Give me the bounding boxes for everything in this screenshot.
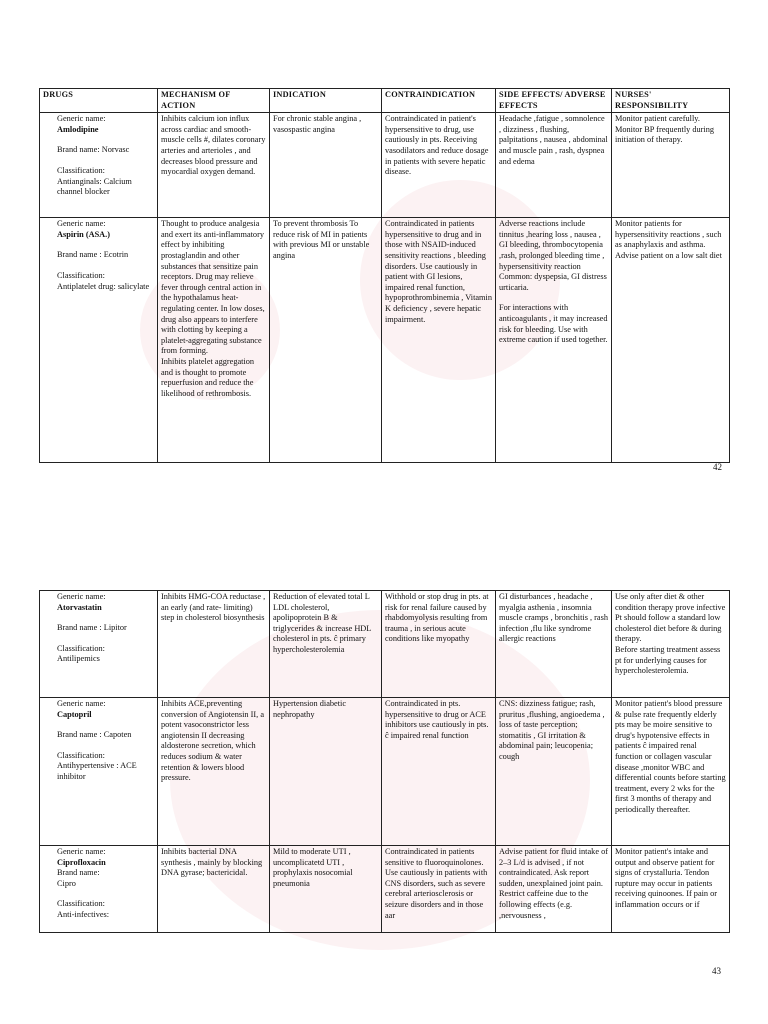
generic-name: Amlodipine — [57, 124, 99, 134]
side-effects-cell: GI disturbances , headache , myalgia asthenia , insomnia muscle cramps , bronchitis , rash infection ,flu like syndrome allergic reactions — [496, 591, 612, 698]
column-header-nurses-responsibility: NURSES' RESPONSIBILITY — [612, 89, 730, 113]
nurses-text: Use only after diet & other condition therapy prove infective Pt should follow a standard low cholesterol diet before & during therapy. — [615, 592, 726, 644]
column-header-indication: INDICATION — [270, 89, 382, 113]
mechanism-cell: Inhibits bacterial DNA synthesis , mainly by blocking DNA gyrase; bactericidal. — [158, 846, 270, 933]
table-row — [40, 698, 730, 846]
mechanism-cell: Inhibits ACE,preventing conversion of Angiotensin II, a potent vasoconstrictor less angiotensin II decreasing aldosterone secretion, which reduces sodium & water retention & lowers blood pressure. — [158, 698, 270, 846]
drug-cell — [40, 113, 158, 218]
generic-name: Aspirin (ASA.) — [57, 229, 111, 239]
classification: Antilipemics — [57, 654, 100, 664]
brand-name: Brand name : Capoten — [57, 730, 132, 740]
mechanism-cell — [158, 218, 270, 463]
side-effects-cell: Advise patient for fluid intake of 2–3 L/d is advised , if not contraindicated. Ask report sudden, unexplained joint pain. Restrict caffeine due to the following effects (e.g. ,nervousness , — [496, 846, 612, 933]
generic-name: Atorvastatin — [57, 602, 102, 612]
generic-name: Captopril — [57, 709, 92, 719]
classification-label: Classification: — [57, 750, 105, 760]
generic-name-label: Generic name: — [57, 847, 106, 856]
brand-name: Brand name: Norvasc — [57, 145, 130, 155]
generic-name-label: Generic name: — [57, 219, 106, 229]
mechanism-cell: Inhibits calcium ion influx across cardiac and smooth-muscle cells #, dilates coronary arteries and arterioles , and decreases blood pressure and myocardial oxygen demand. — [158, 113, 270, 218]
drug-cell — [40, 591, 158, 698]
table-row — [40, 591, 730, 698]
page-number: 43 — [712, 966, 721, 976]
classification: Antiplatelet drug: salicylate — [57, 281, 150, 291]
nurses-text: Before starting treatment assess pt for underlying causes for hypercholesterolemia. — [615, 644, 721, 676]
mechanism-cell: Inhibits HMG-COA reductase , an early (and rate- limiting) step in cholesterol biosynthesis — [158, 591, 270, 698]
side-effects-cell: Headache ,fatigue , somnolence , dizziness , flushing, palpitations , nausea , abdominal and muscle pain , rash, dyspnea and edema — [496, 113, 612, 218]
table-row — [40, 846, 730, 933]
indication-cell: To prevent thrombosis To reduce risk of MI in patients with previous MI or unstable angina — [270, 218, 382, 463]
classification-label: Classification: — [57, 270, 105, 280]
indication-cell: Reduction of elevated total L LDL cholesterol, apolipoprotein B & triglycerides & increase HDL cholesterol in pts. ĉ primary hypercholesterolemia — [270, 591, 382, 698]
mechanism-text: Thought to produce analgesia and exert its anti-inflammatory effect by inhibiting prostaglandin and other substances that sensitize pain receptors. Drug may relieve fever through central action in the hypothalamus heat-regulating center. In low doses, drug also appears to interfere with clotting by keeping a platelet-aggregating substance from forming. — [161, 219, 265, 356]
side-effects-cell: CNS: dizziness fatigue; rash, pruritus ,flushing, angioedema , loss of taste perception; stomatitis , GI irritation & abdominal pain; leucopenia; cough — [496, 698, 612, 846]
contraindication-cell: Withhold or stop drug in pts. at risk for renal failure caused by rhabdomyolysis resulting from trauma , in serious acute conditions like myopathy — [382, 591, 496, 698]
nurses-responsibility-cell: Monitor patient's intake and output and observe patient for signs of crystalluria. Tendon rupture may occur in patients receiving quinoones. If pain or inflammation occurs or if — [612, 846, 730, 933]
side-effects-text: Adverse reactions include tinnitus ,hearing loss , nausea , GI bleeding, thrombocytopenia ,rash, prolonged bleeding time , hypersensitivity reaction Common: dyspepsia, GI distress urticaria. — [499, 219, 607, 292]
column-header-drugs: DRUGS — [40, 89, 158, 113]
column-header-side-effects: SIDE EFFECTS/ ADVERSE EFFECTS — [496, 89, 612, 113]
nurses-responsibility-cell: Monitor patient's blood pressure & pulse rate frequently elderly pts may be moire sensitive to drug's hypotensive effects in patients ĉ impaired renal function or collagen vascular disease ,monitor WBC and differential counts before starting treatment, every 2 wks for the first 3 months of therapy and periodically thereafter. — [612, 698, 730, 846]
indication-cell: Mild to moderate UTI , uncomplicatetd UTI , prophylaxis nosocomial pneumonia — [270, 846, 382, 933]
classification: Antihypertensive : ACE inhibitor — [57, 761, 137, 781]
nurses-text: Advise patient on a low salt diet — [615, 250, 722, 260]
contraindication-cell: Contraindicated in pts. hypersensitive to drug or ACE inhibitors use cautiously in pts. ĉ impaired renal function — [382, 698, 496, 846]
nurses-responsibility-cell: Monitor patient carefully. Monitor BP frequently during initiation of therapy. — [612, 113, 730, 218]
nurses-text: Monitor patients for hypersensitivity reactions , such as anaphylaxis and asthma. — [615, 219, 722, 250]
page-number: 42 — [713, 462, 722, 472]
indication-cell: For chronic stable angina , vasospastic angina — [270, 113, 382, 218]
side-effects-cell — [496, 218, 612, 463]
nurses-responsibility-cell — [612, 591, 730, 698]
classification-label: Classification: — [57, 165, 105, 175]
indication-cell: Hypertension diabetic nephropathy — [270, 698, 382, 846]
generic-name-label: Generic name: — [57, 114, 106, 124]
generic-name: Ciprofloxacin — [57, 857, 106, 867]
contraindication-cell: Contraindicated in patient's hypersensitive to drug, use cautiously in pts. Receiving vasodilators and reduce dosage in patients with severe hepatic disease. — [382, 113, 496, 218]
table-row — [40, 113, 730, 218]
classification: Anti-infectives: — [57, 909, 110, 919]
drug-cell — [40, 698, 158, 846]
column-header-contraindication: CONTRAINDICATION — [382, 89, 496, 113]
contraindication-cell: Contraindicated in patients sensitive to fluoroquinolones. Use cautiously in patients with CNS disorders, such as severe cerebral arteriosclerosis or seizure disorders and in those aar — [382, 846, 496, 933]
mechanism-text: Inhibits platelet aggregation and is thought to promote repuerfusion and reduce the likelihood of rethrombosis. — [161, 356, 255, 398]
table-header-row — [40, 89, 730, 113]
drug-cell — [40, 218, 158, 463]
classification: Antianginals: Calcium channel blocker — [57, 176, 132, 197]
column-header-mechanism: MECHANISM OF ACTION — [158, 89, 270, 113]
classification-label: Classification: — [57, 899, 105, 909]
drug-table-page-42 — [39, 88, 730, 463]
table-row — [40, 218, 730, 463]
generic-name-label: Generic name: — [57, 592, 106, 601]
classification-label: Classification: — [57, 643, 105, 653]
drug-cell — [40, 846, 158, 933]
nurses-responsibility-cell — [612, 218, 730, 463]
contraindication-cell: Contraindicated in patients hypersensitive to drug and in those with NSAID-induced sensitivity reactions , bleeding disorders. Use cautiously in patient with GI lesions, impaired renal function, hypoprothrombinemia , Vitamin K deficiency , severe hepatic impairment. — [382, 218, 496, 463]
side-effects-text: For interactions with anticoagulants , it may increased risk for bleeding. Use with extreme caution if used together. — [499, 303, 608, 345]
generic-name-label: Generic name: — [57, 699, 106, 708]
brand-name: Brand name : Ecotrin — [57, 250, 129, 260]
brand-name: Brand name : Lipitor — [57, 623, 127, 633]
brand-name-label: Brand name: — [57, 868, 100, 878]
drug-table-page-43 — [39, 590, 730, 933]
brand-name: Cipro — [57, 878, 76, 888]
